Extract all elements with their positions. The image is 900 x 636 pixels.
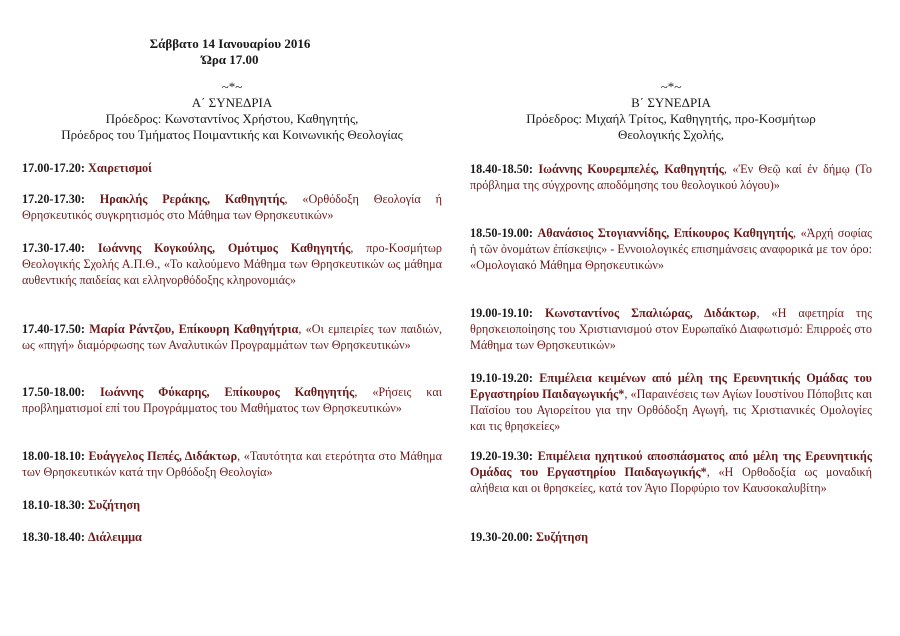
entry-talk: , «Ταυτότητα και ετερότητα στο Μάθημα των Θρησκευτικών κατά την Ορθόδοξη Θεολογία»: [22, 449, 443, 479]
chair-line-2: Θεολογικής Σχολής,: [617, 127, 725, 142]
entry-time: 17.20-17.30:: [22, 192, 85, 206]
entry-time: 17.30-17.40:: [22, 241, 85, 255]
entry-speaker: Ευάγγελος Πεπές, Διδάκτωρ: [88, 449, 238, 463]
entry-talk: , προ-Κοσμήτωρ Θεολογικής Σχολής Α.Π.Θ., «Το καλούμενο Μάθημα των Θρησκευτικών ως μάθημα αυθεντικής παιδείας και ελληνορθόδοξης κληρονομιάς»: [22, 241, 443, 287]
entry-time: 19.00-19.10:: [470, 306, 533, 320]
entry-speaker: Ηρακλής Ρεράκης, Καθηγητής: [99, 192, 285, 206]
entry-time: 18.10-18.30:: [22, 498, 85, 512]
entry-talk: , «Η αφετηρία της θρησκειοποίησης του Χριστιανισμού στον Ευρωπαϊκό Διαφωτισμό: Επιρροές στο Μάθημα των Θρησκευτικών»: [470, 306, 873, 352]
entry-talk: , «Οι εμπειρίες των παιδιών, ως «πηγή» διαμόρφωσης των Αναλυτικών Προγραμμάτων των Θρησκευτικών»: [22, 322, 443, 352]
event-time: Ώρα 17.00: [201, 52, 259, 67]
program-entry: [470, 448, 872, 496]
entry-talk: , «Ρήσεις και προβληματισμοί επί του Προγράμματος του Μαθήματος των Θρησκευτικών»: [22, 385, 443, 415]
entry-speaker: Διάλειμμα: [88, 530, 142, 544]
program-entry: [22, 497, 442, 513]
entry-time: 19.30-20.00:: [470, 530, 533, 544]
entry-time: 18.00-18.10:: [22, 449, 85, 463]
entry-speaker: Συζήτηση: [536, 530, 589, 544]
entry-talk: , «Παραινέσεις των Αγίων Ιουστίνου Πόποβιτς και Παϊσίου του Αγιορείτου για την Ορθόδοξη Αγωγή, τις Χριστιανικές Ομολογίες και τις θρησκείες»: [470, 387, 873, 433]
entry-talk: , «Η Ορθοδοξία ως μοναδική αλήθεια και οι θρησκείες, κατά τον Άγιο Πορφύριο τον Καυσοκαλυβίτη»: [470, 465, 872, 495]
program-entry: [22, 191, 442, 223]
entry-speaker: Ιωάννης Κογκούλης, Ομότιμος Καθηγητής: [97, 241, 351, 255]
ornament: ~*~: [660, 79, 682, 94]
entry-talk: , «Ἀρχή σοφίας ἡ τῶν ὀνομάτων ἐπίσκεψις» - Εννοιολογικές επισημάνσεις αναφορικά με τον όρο: «Ομολογιακό Μάθημα Θρησκευτικών»: [470, 226, 873, 272]
entry-speaker: Αθανάσιος Στογιαννίδης, Επίκουρος Καθηγητής: [537, 226, 794, 240]
chair-line-1: Πρόεδρος: Κωνσταντίνος Χρήστου, Καθηγητής,: [105, 111, 359, 126]
entry-speaker: Ιωάννης Κουρεμπελές, Καθηγητής: [538, 162, 724, 176]
session-title: Α΄ ΣΥΝΕΔΡΙΑ: [191, 95, 273, 110]
program-entry: [470, 529, 872, 545]
entry-time: 17.40-17.50:: [22, 322, 85, 336]
entry-time: 19.20-19.30:: [470, 449, 533, 463]
entry-speaker: Κωνσταντίνος Σπαλιώρας, Διδάκτωρ: [544, 306, 757, 320]
program-entry: [22, 448, 442, 480]
chair-line-2: Πρόεδρος του Τμήματος Ποιμαντικής και Κοινωνικής Θεολογίας: [61, 127, 403, 142]
program-entry: [470, 161, 872, 193]
entry-time: 19.10-19.20:: [470, 371, 533, 385]
entry-time: 17.50-18.00:: [22, 385, 85, 399]
entry-time: 18.40-18.50:: [470, 162, 533, 176]
ornament: ~*~: [221, 79, 243, 94]
entry-speaker: Επιμέλεια κειμένων από μέλη της Ερευνητικής Ομάδας του Εργαστηρίου Παιδαγωγικής*: [470, 371, 872, 401]
entry-time: 17.00-17.20:: [22, 161, 85, 175]
program-entry: [470, 370, 872, 434]
entry-speaker: Επιμέλεια ηχητικού αποσπάσματος από μέλη της Ερευνητικής Ομάδας του Εργαστηρίου Παιδαγωγικής*: [470, 449, 872, 479]
event-date: Σάββατο 14 Ιανουαρίου 2016: [149, 36, 311, 51]
program-entry: [470, 225, 872, 273]
entry-speaker: Συζήτηση: [88, 498, 141, 512]
program-entry: [470, 305, 872, 353]
chair-line-1: Πρόεδρος: Μιχαήλ Τρίτος, Καθηγητής, προ-Κοσμήτωρ: [526, 111, 816, 126]
program-entry: [22, 240, 442, 288]
entry-speaker: Μαρία Ράντζου, Επίκουρη Καθηγήτρια: [89, 322, 299, 336]
entry-speaker: Ιωάννης Φύκαρης, Επίκουρος Καθηγητής: [99, 385, 355, 399]
entry-time: 18.50-19.00:: [470, 226, 533, 240]
program-entry: [22, 529, 442, 545]
program-entry: [22, 384, 442, 416]
entry-talk: , «Ορθόδοξη Θεολογία ή Θρησκευτικός συγκρητισμός στο Μάθημα των Θρησκευτικών»: [22, 192, 442, 222]
entry-speaker: Χαιρετισμοί: [88, 161, 152, 175]
session-title: Β΄ ΣΥΝΕΔΡΙΑ: [631, 95, 711, 110]
program-entry: [22, 160, 442, 176]
entry-time: 18.30-18.40:: [22, 530, 85, 544]
entry-talk: , «Ἐν Θεῷ καί ἐν δήμῳ (Το πρόβλημα της σύγχρονης αποδόμησης του θεολογικού λόγου)»: [470, 162, 872, 192]
program-entry: [22, 321, 442, 353]
